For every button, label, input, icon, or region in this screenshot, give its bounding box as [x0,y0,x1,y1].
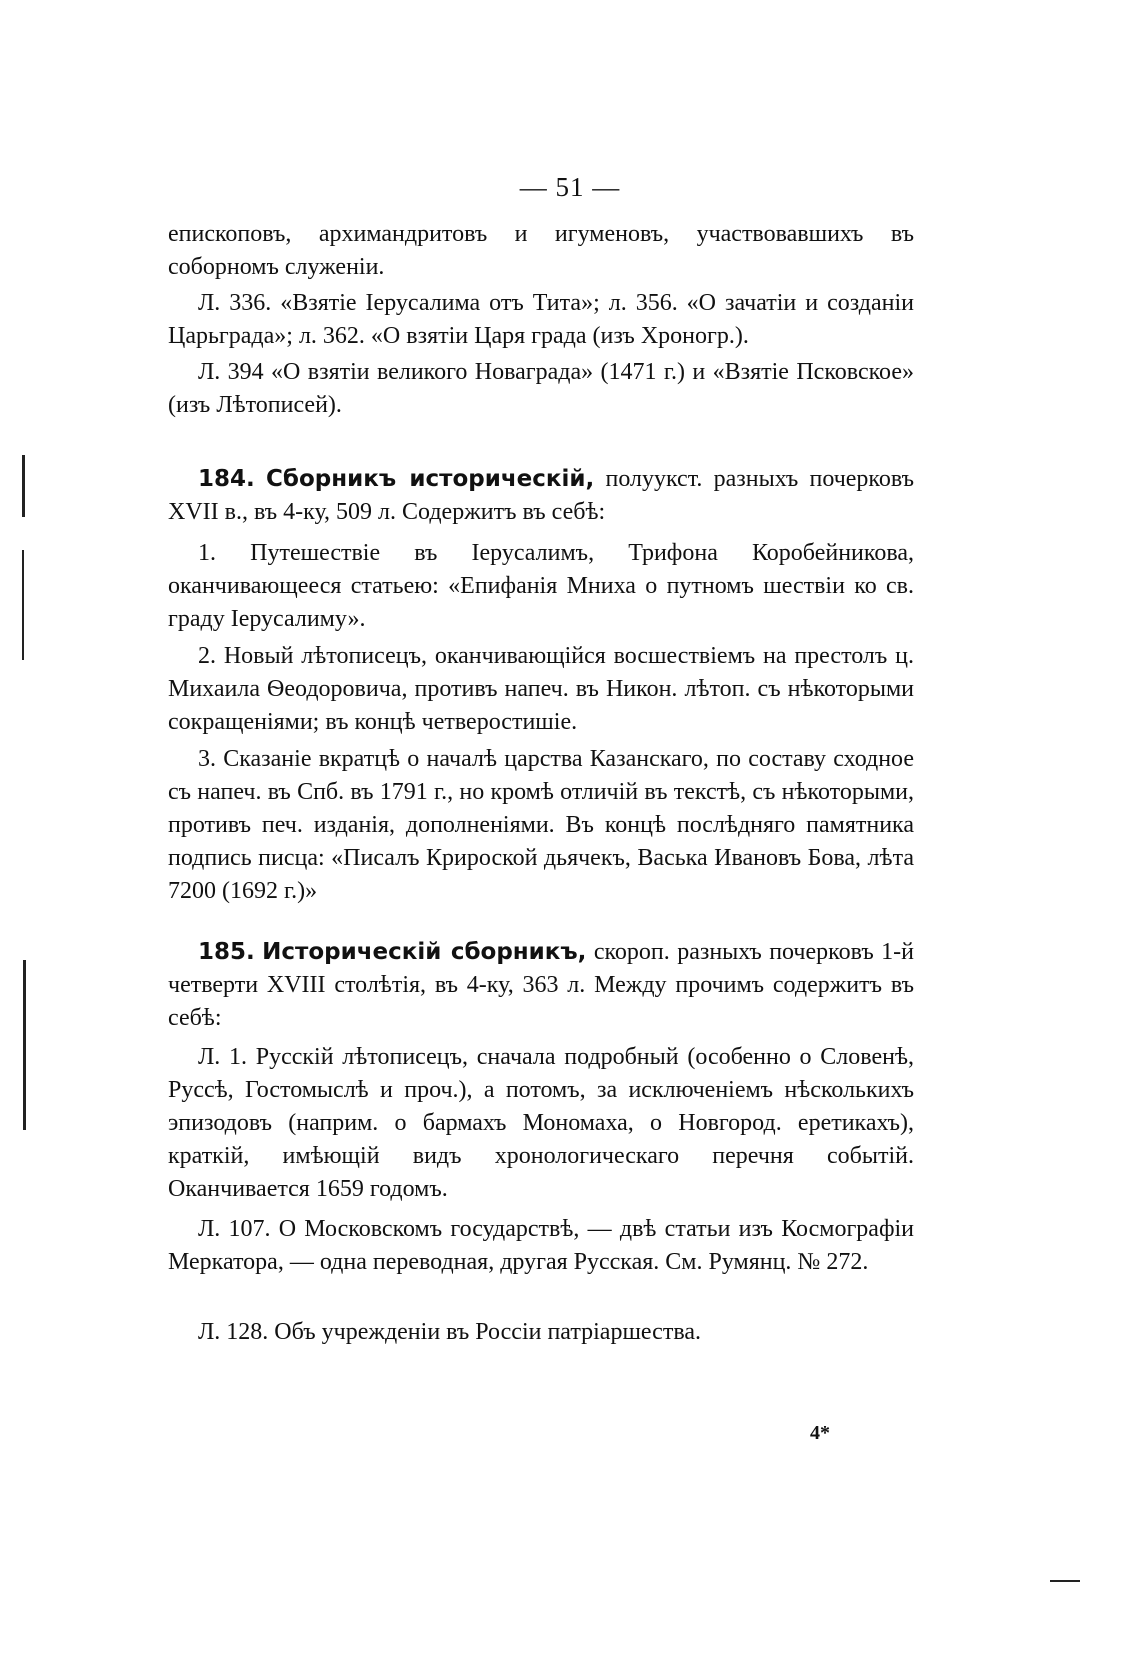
paragraph: Л. 336. «Взятіе Іерусалима отъ Тита»; л. 356. «О зачатіи и созданіи Царьграда»; л. 362. «О взятіи Царя града (изъ Хроногр.). [168,290,914,349]
paragraph: епископовъ, архимандритовъ и игуменовъ, участвовавшихъ въ соборномъ служеніи. [168,221,914,280]
entry-heading [168,463,914,529]
entry-number: 185. [198,939,255,965]
entry-description: скороп. разныхъ почерковъ 1-й четверти XVIII столѣтія, въ 4-ку, 363 л. Между прочимъ содержитъ въ себѣ: [168,939,914,1031]
margin-mark [22,455,25,517]
entry-184 [168,463,914,529]
list-item: 3. Сказаніе вкратцѣ о началѣ царства Казанскаго, по составу сходное съ напеч. въ Спб. въ 1791 г., но кромѣ отличій въ текстѣ, съ нѣкоторыми, противъ печ. изданія, дополненіями. Въ концѣ послѣдняго памятника подпись писца: «Писалъ Крироской дьячекъ, Васька Ивановъ Бова, лѣта 7200 (1692 г.)» [168,746,914,904]
list-item: Л. 107. О Московскомъ государствѣ, — двѣ статьи изъ Космографіи Меркатора, — одна переводная, другая Русская. См. Румянц. № 272. [168,1216,914,1275]
entry-185-item-2 [168,1213,914,1279]
list-item: 1. Путешествіе въ Іерусалимъ, Трифона Коробейникова, оканчивающееся статьею: «Епифанія Мниха о путномъ шествіи ко св. граду Іерусалиму». [168,540,914,632]
entry-number: 184. [198,466,255,492]
list-item: Л. 128. Объ учрежденіи въ Россіи патріаршества. [198,1319,701,1345]
entry-title: Сборникъ историческій, [266,466,595,492]
entry-184-item-2 [168,640,914,739]
note-l336 [168,287,914,353]
margin-mark [23,960,26,1130]
margin-mark [22,550,24,660]
entry-185-item-3 [168,1316,914,1349]
margin-mark [1050,1580,1080,1582]
list-item: Л. 1. Русскій лѣтописецъ, сначала подробный (особенно о Словенѣ, Руссѣ, Гостомыслѣ и проч.), а потомъ, за исключеніемъ нѣсколькихъ эпизодовъ (наприм. о бармахъ Мономаха, о Новгород. еретикахъ), краткій, имѣющій видъ хронологическаго перечня событій. Оканчивается 1659 годомъ. [168,1044,914,1202]
entry-184-item-1 [168,537,914,636]
entry-184-item-3 [168,743,914,908]
signature-mark: 4* [810,1422,830,1444]
entry-185 [168,936,914,1035]
page-number: — 51 — [519,172,621,202]
list-item: 2. Новый лѣтописецъ, оканчивающійся восшествіемъ на престолъ ц. Михаила Ѳеодоровича, противъ напеч. въ Никон. лѣтоп. съ нѣкоторыми сокращеніями; въ концѣ четверостишіе. [168,643,914,735]
note-l394 [168,356,914,422]
entry-title: Историческій сборникъ, [262,939,587,965]
entry-185-item-1 [168,1041,914,1206]
entry-heading [168,936,914,1035]
entry-description: полуукст. разныхъ почерковъ XVII в., въ 4-ку, 509 л. Содержитъ въ себѣ: [168,466,915,525]
paragraph: Л. 394 «О взятіи великого Новаграда» (1471 г.) и «Взятіе Псковское» (изъ Лѣтописей). [168,359,914,418]
continuation-text [168,218,914,284]
